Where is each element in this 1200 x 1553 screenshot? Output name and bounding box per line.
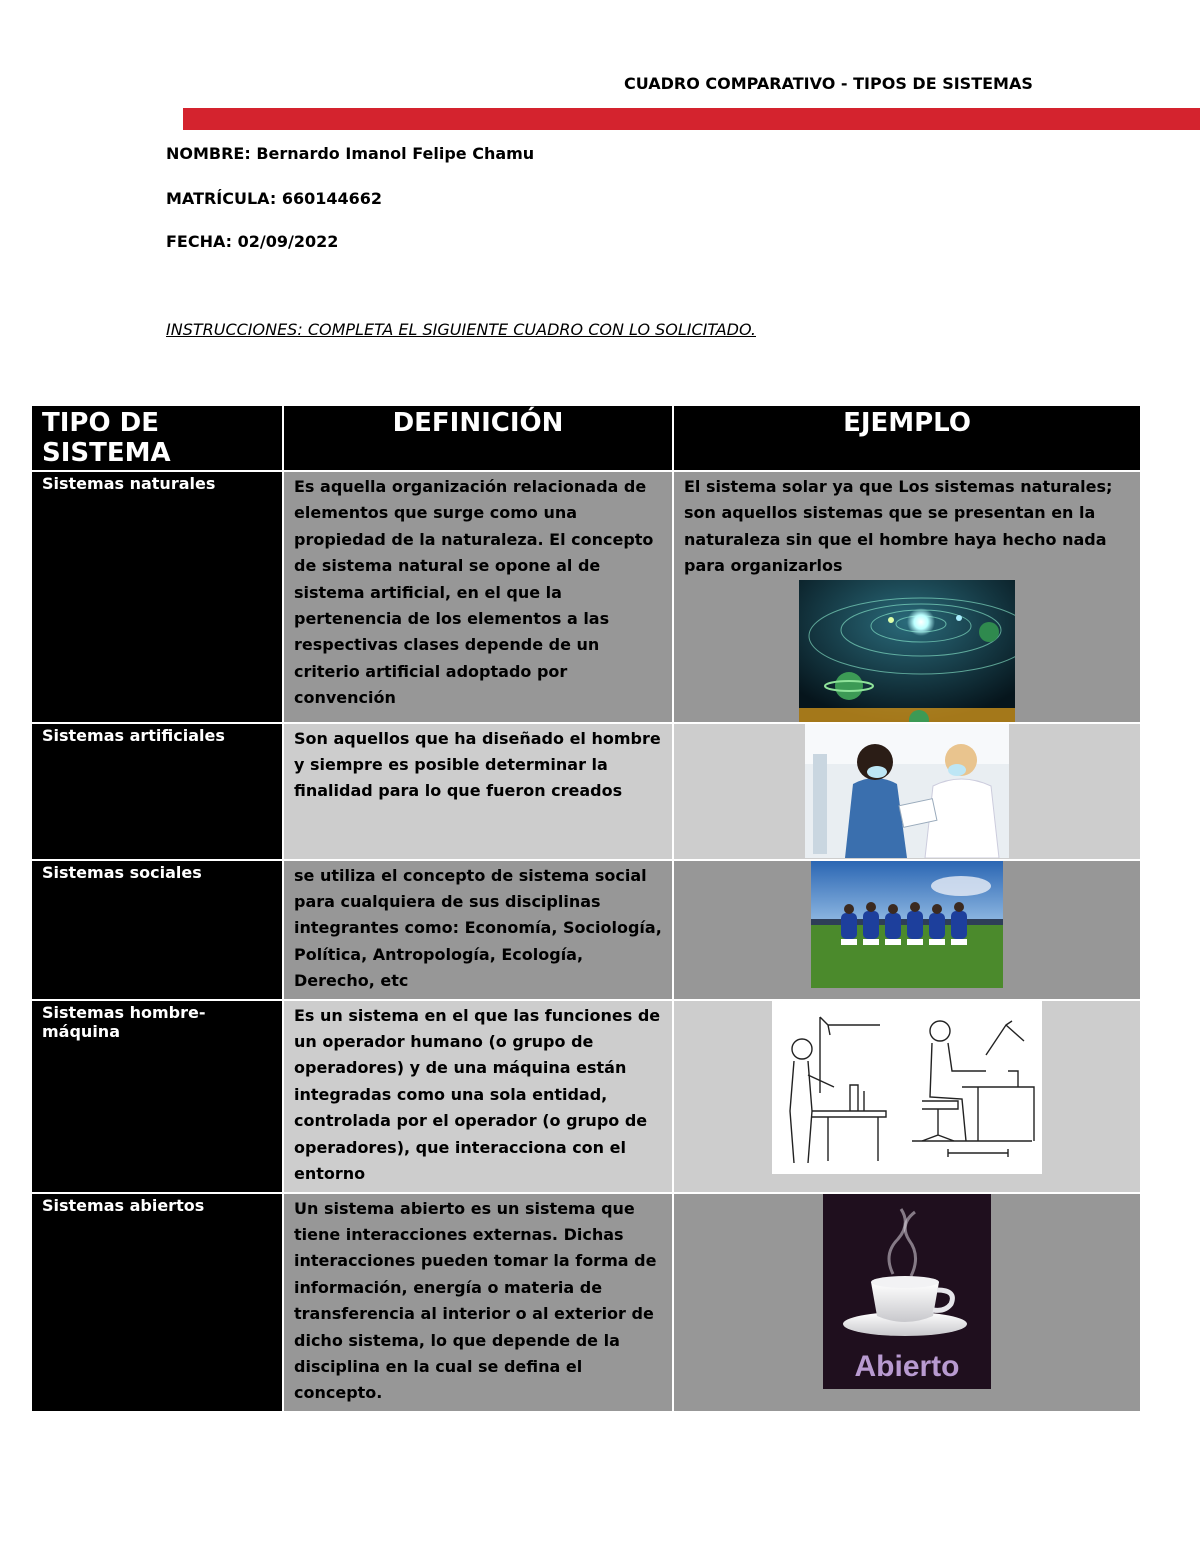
table-header-row xyxy=(31,405,1141,471)
row-definition: Son aquellos que ha diseñado el hombre y siempre es posible determinar la finalidad para lo que fueron creados xyxy=(283,723,673,860)
table-row xyxy=(31,1193,1141,1412)
header-tipo: TIPO DE SISTEMA xyxy=(31,405,283,471)
abierto-caption: Abierto xyxy=(854,1349,960,1383)
header-definicion: DEFINICIÓN xyxy=(283,405,673,471)
row-example xyxy=(673,471,1141,723)
row-definition: Un sistema abierto es un sistema que tiene interacciones externas. Dichas interacciones pueden tomar la forma de información, energía o materia de transferencia al interior o al exterior de dicho sistema, lo que depende de la disciplina en la cual se defina el concepto. xyxy=(283,1193,673,1412)
student-name: NOMBRE: Bernardo Imanol Felipe Chamu xyxy=(166,144,535,163)
row-type: Sistemas hombre-máquina xyxy=(31,1000,283,1193)
instructions: INSTRUCCIONES: COMPLETA EL SIGUIENTE CUADRO CON LO SOLICITADO. xyxy=(166,320,756,339)
document-title: CUADRO COMPARATIVO - TIPOS DE SISTEMAS xyxy=(624,74,1033,93)
date: FECHA: 02/09/2022 xyxy=(166,232,339,251)
row-example xyxy=(673,860,1141,1000)
row-example xyxy=(673,1000,1141,1193)
row-definition: Es un sistema en el que las funciones de un operador humano (o grupo de operadores) y de una máquina están integradas como una sola entidad, controlada por el operador (o grupo de operadores), que interacciona con el entorno xyxy=(283,1000,673,1193)
soccer-team-image xyxy=(811,861,1003,988)
table-row xyxy=(31,860,1141,1000)
row-example-text: El sistema solar ya que Los sistemas naturales; son aquellos sistemas que se presentan en la naturaleza sin que el hombre haya hecho nada para organizarlos xyxy=(684,477,1113,576)
medical-staff-image xyxy=(805,724,1009,858)
row-type: Sistemas sociales xyxy=(31,860,283,1000)
row-definition: Es aquella organización relacionada de elementos que surge como una propiedad de la naturaleza. El concepto de sistema natural se opone al de sistema artificial, en el que la pertenencia de los elementos a las respectivas clases depende de un criterio artificial adoptado por convención xyxy=(283,471,673,723)
row-type: Sistemas naturales xyxy=(31,471,283,723)
solar-system-image xyxy=(799,580,1015,722)
table-row xyxy=(31,471,1141,723)
table-row xyxy=(31,1000,1141,1193)
header-ejemplo: EJEMPLO xyxy=(673,405,1141,471)
student-matricula: MATRÍCULA: 660144662 xyxy=(166,189,383,208)
table-row xyxy=(31,723,1141,860)
comparison-table xyxy=(30,404,1142,1413)
row-example xyxy=(673,1193,1141,1412)
row-type: Sistemas abiertos xyxy=(31,1193,283,1412)
header-accent-bar xyxy=(183,108,1200,130)
workstation-diagram-image xyxy=(772,1001,1042,1174)
row-example xyxy=(673,723,1141,860)
row-type: Sistemas artificiales xyxy=(31,723,283,860)
row-definition: se utiliza el concepto de sistema social para cualquiera de sus disciplinas integrantes como: Economía, Sociología, Política, Antropología, Ecología, Derecho, etc xyxy=(283,860,673,1000)
open-coffee-image xyxy=(823,1194,991,1389)
